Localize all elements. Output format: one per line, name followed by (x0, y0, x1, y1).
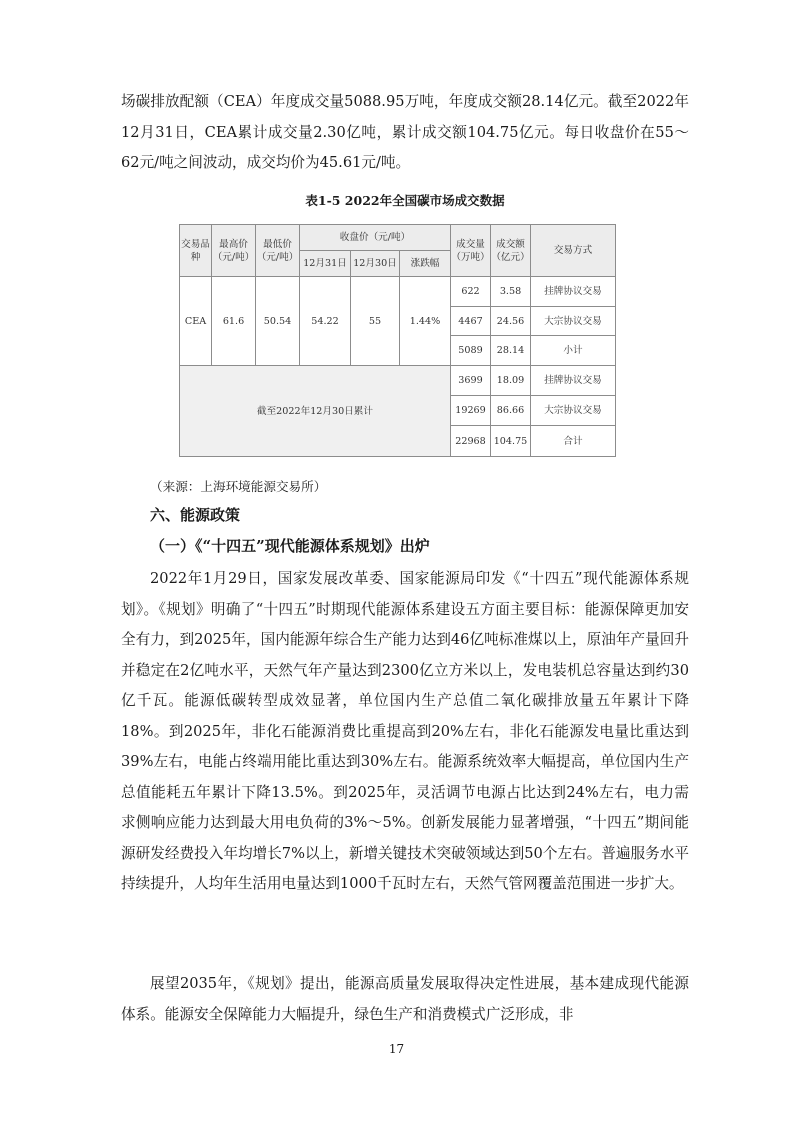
cell-method: 合计 (531, 426, 616, 457)
cell-volume: 19269 (451, 396, 491, 426)
cell-method: 大宗协议交易 (531, 307, 616, 336)
cell-volume: 3699 (451, 366, 491, 396)
header-dec31: 12月31日 (300, 251, 351, 277)
cell-variety: CEA (180, 277, 212, 366)
cell-amount: 24.56 (491, 307, 531, 336)
cell-amount: 18.09 (491, 366, 531, 396)
header-amount: 成交额（亿元） (491, 225, 531, 277)
cell-dec30: 55 (351, 277, 400, 366)
header-dec30: 12月30日 (351, 251, 400, 277)
cell-low: 50.54 (256, 277, 300, 366)
table-caption: 表1-5 2022年全国碳市场成交数据 (305, 193, 505, 208)
header-variety: 交易品种 (180, 225, 212, 277)
body-paragraph: 展望2035年，《规划》提出，能源高质量发展取得决定性进展，基本建成现代能源体系。能源安全保障能力大幅提升，绿色生产和消费模式广泛形成，非 (121, 975, 689, 1023)
header-low-price: 最低价（元/吨） (256, 225, 300, 277)
cell-method: 小计 (531, 336, 616, 366)
cell-amount: 104.75 (491, 426, 531, 457)
header-high-price: 最高价（元/吨） (212, 225, 256, 277)
intro-paragraph: 场碳排放配额（CEA）年度成交量5088.95万吨，年度成交额28.14亿元。截至2022年12月31日，CEA累计成交量2.30亿吨，累计成交额104.75亿元。每日收盘价在55～62元/吨之间波动，成交均价为45.61元/吨。 (121, 93, 689, 171)
cell-high: 61.6 (212, 277, 256, 366)
header-volume: 成交量（万吨） (451, 225, 491, 277)
cell-change: 1.44% (400, 277, 451, 366)
header-closing-price: 收盘价（元/吨） (300, 225, 451, 251)
table-row (180, 366, 616, 396)
cell-dec31: 54.22 (300, 277, 351, 366)
cell-amount: 28.14 (491, 336, 531, 366)
table-row (180, 277, 616, 307)
cell-volume: 5089 (451, 336, 491, 366)
cell-method: 挂牌协议交易 (531, 366, 616, 396)
header-method: 交易方式 (531, 225, 616, 277)
carbon-market-table (179, 224, 616, 457)
page-number: 17 (388, 1042, 405, 1056)
cell-volume: 22968 (451, 426, 491, 457)
cell-volume: 622 (451, 277, 491, 307)
cell-method: 大宗协议交易 (531, 396, 616, 426)
header-change: 涨跌幅 (400, 251, 451, 277)
cell-amount: 3.58 (491, 277, 531, 307)
cell-amount: 86.66 (491, 396, 531, 426)
source-note: （来源：上海环境能源交易所） (150, 479, 327, 494)
cell-cumulative-label: 截至2022年12月30日累计 (180, 366, 451, 457)
subsection-heading: （一）《“十四五”现代能源体系规划》出炉 (150, 537, 430, 555)
body-paragraph: 2022年1月29日，国家发展改革委、国家能源局印发《“十四五”现代能源体系规划》。《规划》明确了“十四五”时期现代能源体系建设五方面主要目标：能源保障更加安全有力，到2025年，国内能源年综合生产能力达到46亿吨标准煤以上，原油年产量回升并稳定在2亿吨水平，天然气年产量达到2300亿立方米以上，发电装机总容量达到约30亿千瓦。能源低碳转型成效显著，单位国内生产总值二氧化碳排放量五年累计下降18%。到2025年，非化石能源消费比重提高到20%左右，非化石能源发电量比重达到39%左右，电能占终端用能比重达到30%左右。能源系统效率大幅提高，单位国内生产总值能耗五年累计下降13.5%。到2025年，灵活调节电源占比达到24%左右，电力需求侧响应能力达到最大用电负荷的3%～5%。创新发展能力显著增强，“十四五”期间能源研发经费投入年均增长7%以上，新增关键技术突破领域达到50个左右。普遍服务水平持续提升，人均年生活用电量达到1000千瓦时左右，天然气管网覆盖范围进一步扩大。 (121, 570, 689, 892)
section-heading: 六、能源政策 (150, 506, 241, 524)
cell-volume: 4467 (451, 307, 491, 336)
cell-method: 挂牌协议交易 (531, 277, 616, 307)
